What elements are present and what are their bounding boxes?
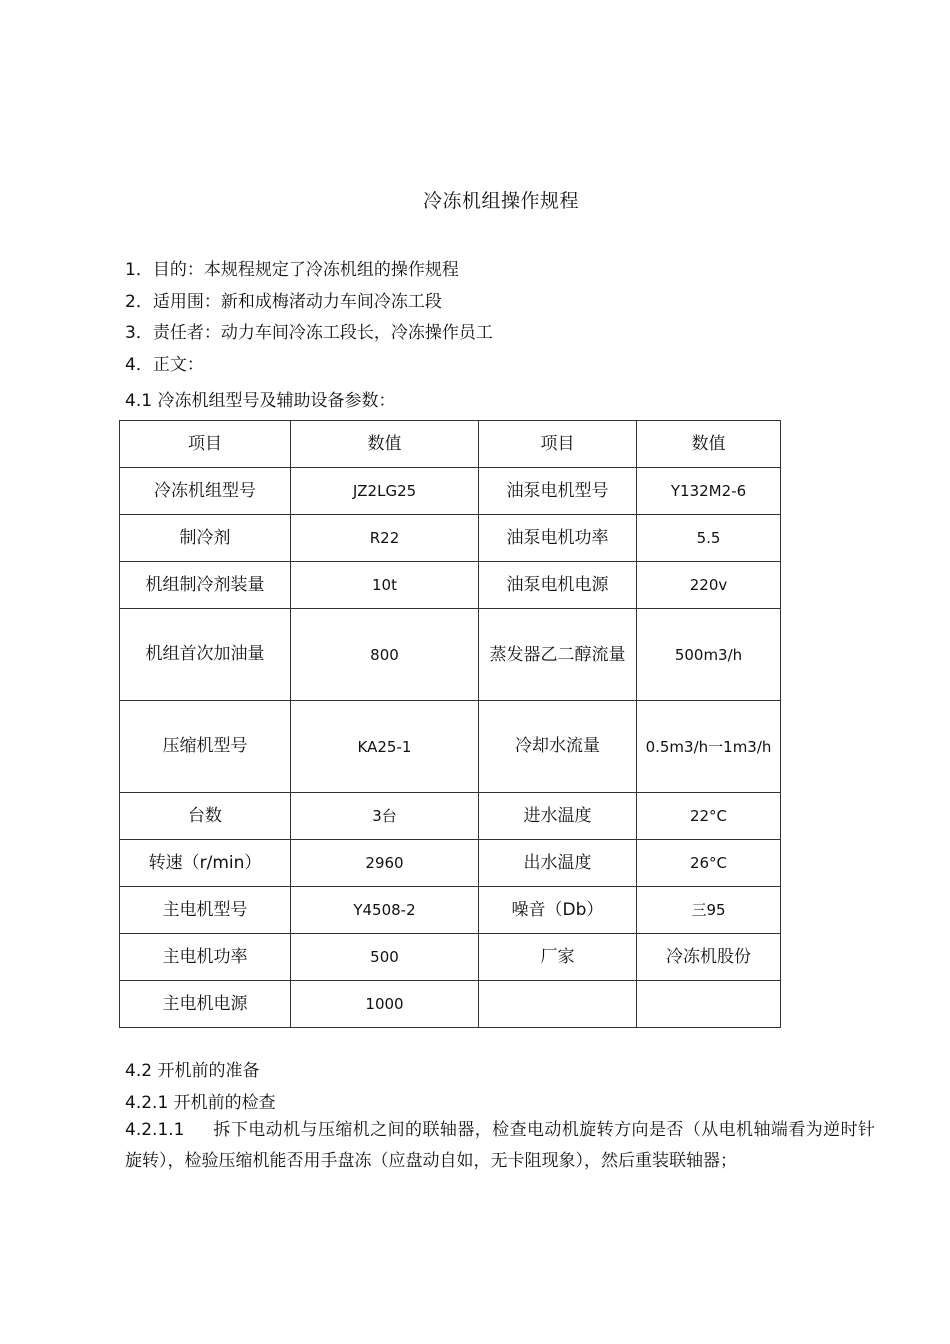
purpose-line: 1．目的：本规程规定了冷冻机组的操作规程 <box>125 260 459 280</box>
header-cell: 数值 <box>291 421 479 468</box>
table-row <box>120 701 781 793</box>
table-cell: 10t <box>291 562 479 609</box>
table-cell: 油泵电机电源 <box>479 562 637 609</box>
table-cell: 转速（r/min） <box>120 840 291 887</box>
table-row <box>120 609 781 701</box>
table-row <box>120 793 781 840</box>
table-cell: 2960 <box>291 840 479 887</box>
table-cell: 1000 <box>291 981 479 1028</box>
table-cell <box>637 981 781 1028</box>
section-4-2-1-heading: 4.2.1 开机前的检查 <box>125 1093 276 1113</box>
table-cell: 蒸发器乙二醇流量 <box>479 609 637 701</box>
table-cell: 油泵电机功率 <box>479 515 637 562</box>
table-cell: 冷冻机组型号 <box>120 468 291 515</box>
table-cell: 500m3/h <box>637 609 781 701</box>
table-cell: 进水温度 <box>479 793 637 840</box>
table-cell: 26°C <box>637 840 781 887</box>
table-cell: 三95 <box>637 887 781 934</box>
header-cell: 项目 <box>479 421 637 468</box>
table-row <box>120 468 781 515</box>
table-cell: 0.5m3/h一1m3/h <box>637 701 781 793</box>
table-cell: 冷却水流量 <box>479 701 637 793</box>
table-cell: 台数 <box>120 793 291 840</box>
table-cell: 主电机功率 <box>120 934 291 981</box>
table-cell: KA25-1 <box>291 701 479 793</box>
table-cell: 500 <box>291 934 479 981</box>
paragraph-4-2-1-1 <box>125 1115 875 1177</box>
table-cell: 主电机型号 <box>120 887 291 934</box>
table-cell: 220v <box>637 562 781 609</box>
table-cell: 出水温度 <box>479 840 637 887</box>
table-cell: 冷冻机股份 <box>637 934 781 981</box>
scope-line: 2．适用围：新和成梅渚动力车间冷冻工段 <box>125 292 442 312</box>
section-4-2-heading: 4.2 开机前的准备 <box>125 1061 260 1081</box>
table-cell: Y132M2-6 <box>637 468 781 515</box>
section-4-1-heading: 4.1 冷冻机组型号及辅助设备参数： <box>125 391 396 411</box>
table-row <box>120 562 781 609</box>
table-cell: 机组制冷剂装量 <box>120 562 291 609</box>
table-row <box>120 840 781 887</box>
paragraph-number: 4.2.1.1 <box>125 1120 185 1140</box>
document-title: 冷冻机组操作规程 <box>422 190 579 212</box>
table-row <box>120 887 781 934</box>
table-cell: 800 <box>291 609 479 701</box>
paragraph-text: 拆下电动机与压缩机之间的联轴器，检查电动机旋转方向是否（从电机轴端看为逆时针旋转），检验压缩机能否用手盘冻（应盘动自如，无卡阻现象），然后重装联轴器； <box>125 1120 875 1171</box>
table-cell: 噪音（Db） <box>479 887 637 934</box>
table-cell: 机组首次加油量 <box>120 609 291 701</box>
table-cell: 22°C <box>637 793 781 840</box>
table-cell: 制冷剂 <box>120 515 291 562</box>
header-cell: 数值 <box>637 421 781 468</box>
body-heading: 4．正文： <box>125 355 204 375</box>
table-cell: 3台 <box>291 793 479 840</box>
responsible-line: 3．责任者：动力车间冷冻工段长，冷冻操作员工 <box>125 323 493 343</box>
header-cell: 项目 <box>120 421 291 468</box>
table-header-row <box>120 421 781 468</box>
table-cell <box>479 981 637 1028</box>
table-cell: JZ2LG25 <box>291 468 479 515</box>
table-cell: 5.5 <box>637 515 781 562</box>
table-cell: R22 <box>291 515 479 562</box>
table-row <box>120 934 781 981</box>
table-row <box>120 981 781 1028</box>
parameter-table <box>119 420 781 1028</box>
table-cell: Y4508-2 <box>291 887 479 934</box>
table-cell: 油泵电机型号 <box>479 468 637 515</box>
table-cell: 压缩机型号 <box>120 701 291 793</box>
table-cell: 厂家 <box>479 934 637 981</box>
table-row <box>120 515 781 562</box>
table-cell: 主电机电源 <box>120 981 291 1028</box>
